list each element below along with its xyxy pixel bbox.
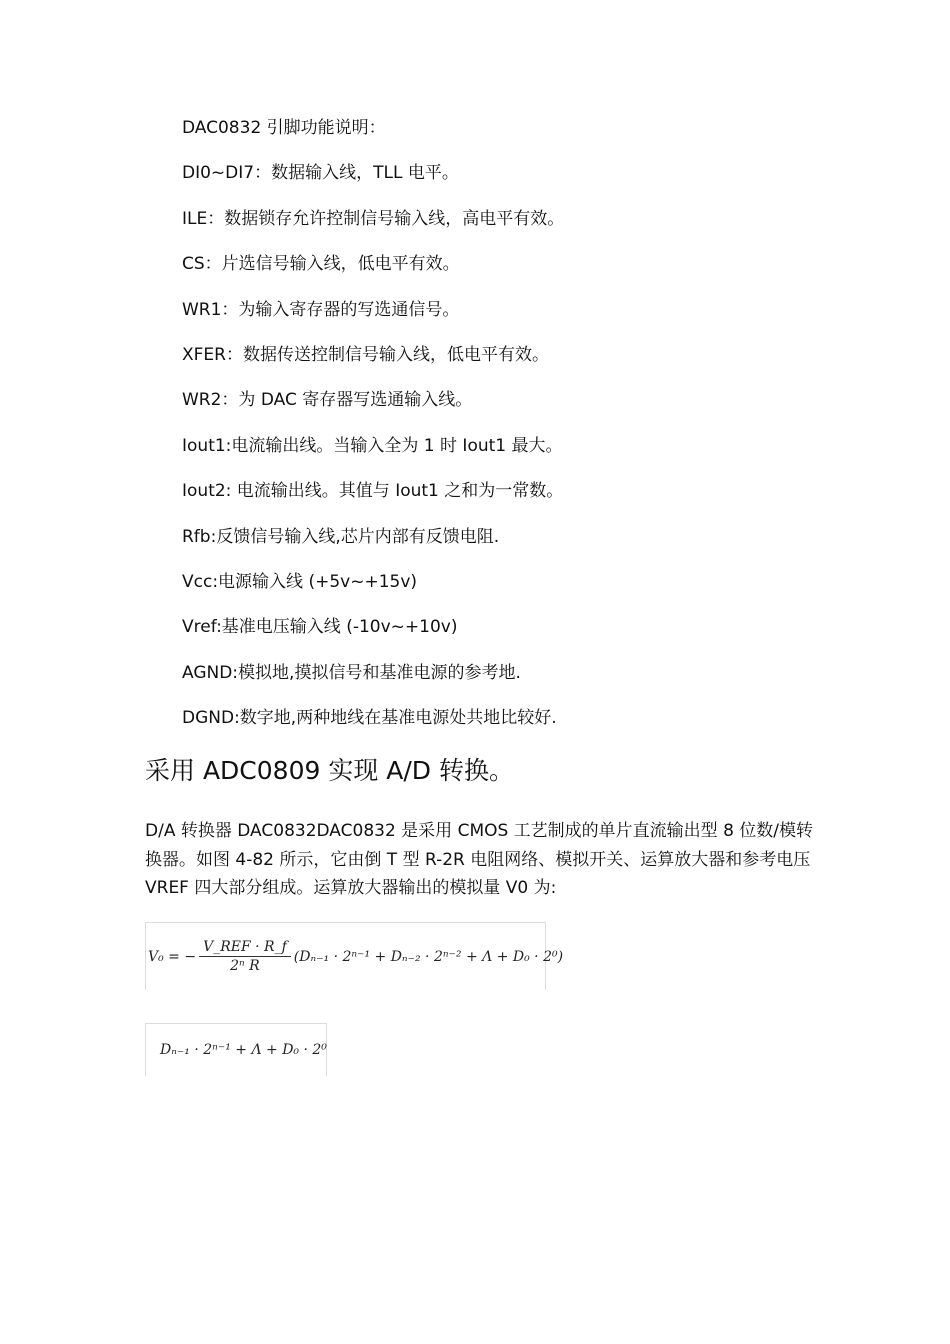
pin-item-vcc: Vcc:电源输入线 (+5v~+15v) [182, 571, 418, 592]
pin-item-wr2: WR2：为 DAC 寄存器写选通输入线。 [182, 390, 473, 411]
pin-list-title: DAC0832 引脚功能说明： [182, 118, 386, 138]
formula-1-lhs: V₀ = − [148, 948, 197, 965]
formula-2-expression: Dₙ₋₁ · 2ⁿ⁻¹ + Λ + D₀ · 2⁰ [160, 1042, 327, 1058]
formula-1-rhs: (Dₙ₋₁ · 2ⁿ⁻¹ + Dₙ₋₂ · 2ⁿ⁻² + Λ + D₀ · 2⁰) [293, 948, 564, 965]
pin-description-list [182, 114, 564, 749]
pin-item-wr1: WR1：为输入寄存器的写选通信号。 [182, 299, 460, 320]
pin-item-vref: Vref:基准电压输入线 (-10v~+10v) [182, 617, 458, 638]
section-heading: 采用 ADC0809 实现 A/D 转换。 [145, 756, 514, 785]
body-paragraph: D/A 转换器 DAC0832DAC0832 是采用 CMOS 工艺制成的单片直流输出型 8 位数/模转换器。如图 4-82 所示，它由倒 T 型 R-2R 电阻网络、模拟开关、运算放大器和参考电压 VREF 四大部分组成。运算放大器输出的模拟量 V0 为: [145, 821, 814, 898]
pin-item-cs: CS：片选信号输入线，低电平有效。 [182, 254, 460, 275]
pin-item-agnd: AGND:模拟地,摸拟信号和基准电源的参考地. [182, 662, 521, 683]
formula-1-denominator: 2ⁿ R [230, 958, 260, 974]
pin-item-di: DI0~DI7：数据输入线，TLL 电平。 [182, 163, 459, 184]
pin-item-iout2: Iout2: 电流输出线。其值与 Iout1 之和为一常数。 [182, 481, 564, 502]
pin-item-xfer: XFER：数据传送控制信号输入线，低电平有效。 [182, 344, 549, 365]
formula-1-fraction [199, 939, 291, 974]
formula-output-voltage [145, 922, 564, 990]
pin-item-iout1: Iout1:电流输出线。当输入全为 1 时 Iout1 最大。 [182, 435, 563, 456]
formula-digital-sum [145, 1023, 327, 1076]
pin-item-rfb: Rfb:反馈信号输入线,芯片内部有反馈电阻. [182, 526, 500, 547]
formula-1-numerator: V_REF · R_f [199, 939, 291, 957]
pin-item-dgnd: DGND:数字地,两种地线在基准电源处共地比较好. [182, 708, 557, 729]
pin-item-ile: ILE：数据锁存允许控制信号输入线，高电平有效。 [182, 208, 565, 229]
